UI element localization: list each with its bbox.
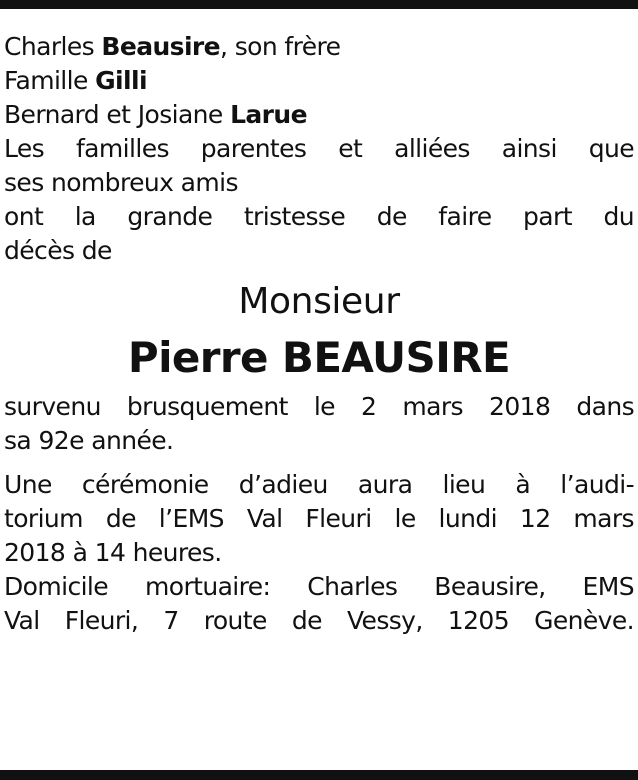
ceremony-line: torium de l’EMS Val Fleuri le lundi 12 mars xyxy=(4,504,634,533)
announcer-first-name: Charles xyxy=(4,32,102,61)
intro-line: ont la grande tristesse de faire part du xyxy=(4,202,634,231)
announcer-surname: Larue xyxy=(230,100,307,129)
announcer-surname: Beausire xyxy=(101,32,221,61)
ceremony-line: 2018 à 14 heures. xyxy=(4,538,222,567)
announcer-relation: , son frère xyxy=(220,32,341,61)
honorific: Monsieur xyxy=(238,281,400,322)
announcer-line xyxy=(4,30,634,64)
intro-line: décès de xyxy=(4,236,112,265)
announcer-surname: Gilli xyxy=(95,66,147,95)
paragraph-gap xyxy=(4,458,634,468)
death-line: sa 92e année. xyxy=(4,426,174,455)
address-line: Val Fleuri, 7 route de Vessy, 1205 Genève. xyxy=(4,606,634,635)
top-border-rule xyxy=(0,0,638,9)
bottom-border-rule xyxy=(0,770,638,780)
death-line: survenu brusquement le 2 mars 2018 dans xyxy=(4,392,634,421)
deceased-name: Pierre BEAUSIRE xyxy=(127,333,511,382)
announcer-first-name: Bernard et Josiane xyxy=(4,100,231,129)
intro-line: Les familles parentes et alliées ainsi que xyxy=(4,134,634,163)
obituary-notice xyxy=(4,30,634,638)
announcer-first-name: Famille xyxy=(4,66,96,95)
intro-line: ses nombreux amis xyxy=(4,168,238,197)
ceremony-line: Une cérémonie d’adieu aura lieu à l’audi- xyxy=(4,470,634,499)
address-line: Domicile mortuaire: Charles Beausire, EMS xyxy=(4,572,634,601)
announcer-line xyxy=(4,98,634,132)
announcer-line xyxy=(4,64,634,98)
